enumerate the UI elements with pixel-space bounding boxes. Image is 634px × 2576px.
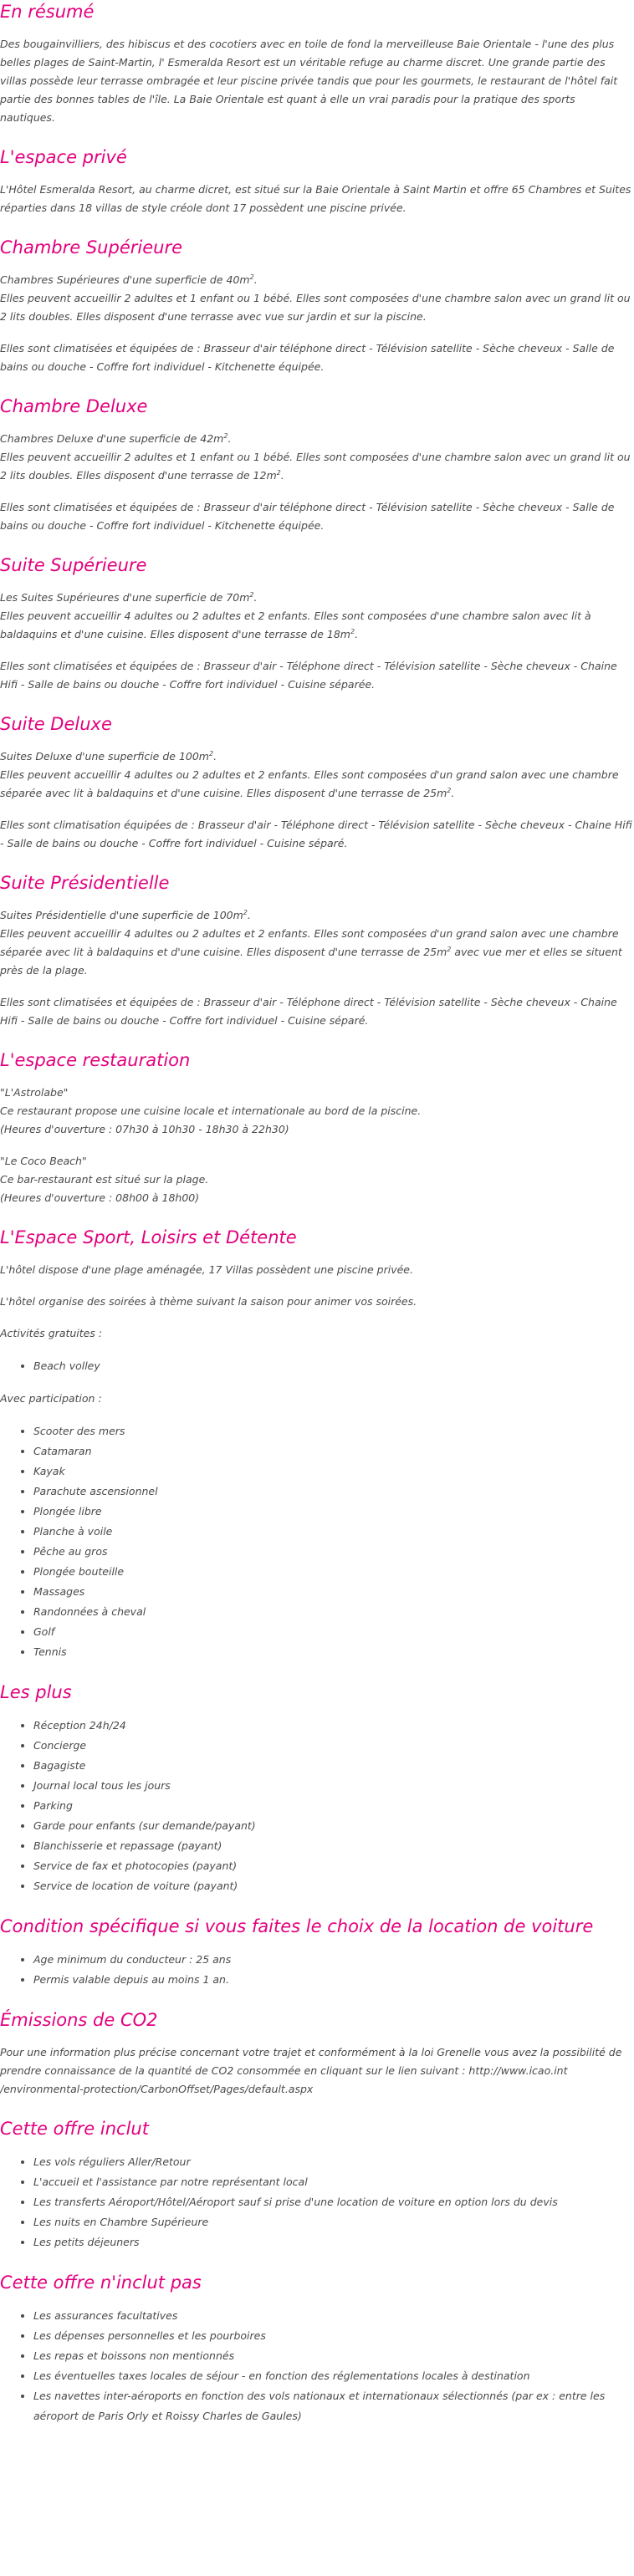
room-size: Les Suites Supérieures d'une superficie de $70m^2$. — [0, 590, 258, 604]
list-item: • Catamaran — [33, 1441, 632, 1461]
section-suite-superieure — [0, 553, 632, 694]
room-size: Chambres Deluxe d'une superficie de $42m^2$. — [0, 431, 232, 445]
paid-activities-list — [0, 1421, 632, 1662]
room-description — [0, 747, 632, 803]
room-description — [0, 906, 632, 980]
list-item: • Les dépenses personnelles et les pourboires — [33, 2326, 632, 2346]
room-equipment: Elles sont climatisées et équipées de : Brasseur d'air - Téléphone direct - Télévision satellite - Sèche cheveux - Chaine Hifi - Salle de bains ou douche - Coffre fort individuel - Cuisine séparé. — [0, 996, 617, 1027]
list-item: • Bagagiste — [33, 1756, 632, 1776]
list-item: • Plongée libre — [33, 1502, 632, 1522]
section-title: Suite Supérieure — [0, 555, 147, 575]
list-item: • Les repas et boissons non mentionnés — [33, 2346, 632, 2366]
section-restauration — [0, 1048, 632, 1207]
section-les-plus — [0, 1681, 632, 1896]
section-chambre-superieure — [0, 236, 632, 376]
list-item: • Tennis — [33, 1642, 632, 1662]
sport-text: L'hôtel dispose d'une plage aménagée, 17 Villas possèdent une piscine privée. — [0, 1263, 413, 1276]
list-item: • Parking — [33, 1796, 632, 1816]
free-activities-label: Activités gratuites : — [0, 1327, 103, 1339]
list-item: • Les vols réguliers Aller/Retour — [33, 2152, 632, 2172]
room-capacity: Elles peuvent accueillir 4 adultes ou 2 adultes et 2 enfants. Elles sont composées d'un grand salon avec une chambre séparée avec lit à baldaquins et d'une cuisine. Elles disposent d'une terrasse de $25m^2$. — [0, 768, 619, 799]
room-equipment: Elles sont climatisation équipées de : Brasseur d'air - Téléphone direct - Télévision satellite - Sèche cheveux - Chaine Hifi - Salle de bains ou douche - Coffre fort individuel - Cuisine séparé. — [0, 819, 632, 849]
section-espace-prive — [0, 145, 632, 217]
co2-text: Pour une information plus précise concernant votre trajet et conformément à la loi Grenelle vous avez la possibilité de prendre connaissance de la quantité de CO2 consommée en cliquant sur le lien suivant : http://www.icao.int /environmental-protection/CarbonOffset/Pages/default.aspx — [0, 2046, 622, 2095]
section-title: Condition spécifique si vous faites le choix de la location de voiture — [0, 1916, 594, 1936]
list-item: • Les nuits en Chambre Supérieure — [33, 2212, 632, 2232]
list-item: • Scooter des mers — [33, 1421, 632, 1441]
section-suite-deluxe — [0, 712, 632, 853]
section-title: L'espace privé — [0, 147, 127, 167]
list-item: • Les petits déjeuners — [33, 2232, 632, 2252]
list-item: • L'accueil et l'assistance par notre représentant local — [33, 2172, 632, 2192]
restaurant-description: Ce bar-restaurant est situé sur la plage. — [0, 1173, 209, 1186]
section-resume — [0, 0, 632, 127]
ninclut-list — [0, 2306, 632, 2426]
section-title: L'espace restauration — [0, 1050, 191, 1070]
list-item: • Journal local tous les jours — [33, 1776, 632, 1796]
section-chambre-deluxe — [0, 395, 632, 535]
section-title: Émissions de CO2 — [0, 2010, 158, 2030]
section-offre-ninclut — [0, 2271, 632, 2426]
list-item: • Service de location de voiture (payant) — [33, 1876, 632, 1896]
room-equipment: Elles sont climatisées et équipées de : Brasseur d'air téléphone direct - Télévision satellite - Sèche cheveux - Salle de bains ou douche - Coffre fort individuel - Kitchenette équipée. — [0, 501, 615, 532]
list-item: • Beach volley — [33, 1356, 632, 1376]
section-title: Chambre Deluxe — [0, 396, 148, 416]
room-description — [0, 589, 632, 644]
section-title: L'Espace Sport, Loisirs et Détente — [0, 1227, 297, 1247]
list-item: • Parachute ascensionnel — [33, 1482, 632, 1502]
list-item: • Pêche au gros — [33, 1542, 632, 1562]
room-description — [0, 271, 632, 326]
restaurant-name: "L'Astrolabe" — [0, 1086, 69, 1099]
room-equipment: Elles sont climatisées et équipées de : Brasseur d'air téléphone direct - Télévision satellite - Sèche cheveux - Salle de bains ou douche - Coffre fort individuel - Kitchenette équipée. — [0, 342, 615, 373]
restaurant-hours: (Heures d'ouverture : 07h30 à 10h30 - 18h30 à 22h30) — [0, 1123, 289, 1135]
list-item: • Les assurances facultatives — [33, 2306, 632, 2326]
inclut-list — [0, 2152, 632, 2252]
restaurant-coco-beach — [0, 1152, 632, 1207]
room-capacity: Elles peuvent accueillir 4 adultes ou 2 adultes et 2 enfants. Elles sont composées d'un grand salon avec une chambre séparée avec lit à baldaquins et d'une cuisine. Elles disposent d'une terrasse de $25m^2$ avec vue mer et elles se situent près de la plage. — [0, 927, 622, 977]
list-item: • Service de fax et photocopies (payant) — [33, 1856, 632, 1876]
section-title: Chambre Supérieure — [0, 237, 182, 258]
espace-prive-text: L'Hôtel Esmeralda Resort, au charme dicret, est situé sur la Baie Orientale à Saint Martin et offre 65 Chambres et Suites réparties dans 18 villas de style créole dont 17 possèdent une piscine privée. — [0, 183, 631, 214]
free-activities-list — [0, 1356, 632, 1376]
room-size: Chambres Supérieures d'une superficie de $40m^2$. — [0, 273, 258, 286]
location-conditions-list — [0, 1950, 632, 1990]
section-title: Cette offre n'inclut pas — [0, 2272, 202, 2293]
les-plus-list — [0, 1716, 632, 1896]
sport-text: L'hôtel organise des soirées à thème suivant la saison pour animer vos soirées. — [0, 1295, 417, 1308]
restaurant-description: Ce restaurant propose une cuisine locale et internationale au bord de la piscine. — [0, 1104, 422, 1117]
list-item: • Blanchisserie et repassage (payant) — [33, 1836, 632, 1856]
section-suite-presidentielle — [0, 871, 632, 1030]
section-offre-inclut — [0, 2117, 632, 2252]
list-item: • Planche à voile — [33, 1522, 632, 1542]
list-item: • Kayak — [33, 1461, 632, 1482]
list-item: • Réception 24h/24 — [33, 1716, 632, 1736]
section-title: Les plus — [0, 1682, 72, 1702]
section-co2 — [0, 2008, 632, 2099]
list-item: • Plongée bouteille — [33, 1562, 632, 1582]
room-capacity: Elles peuvent accueillir 2 adultes et 1 enfant ou 1 bébé. Elles sont composées d'une chambre salon avec un grand lit ou 2 lits doubles. Elles disposent d'une terrasse avec vue sur jardin et sur la piscine. — [0, 292, 631, 323]
paid-activities-label: Avec participation : — [0, 1392, 102, 1405]
list-item: • Massages — [33, 1582, 632, 1602]
section-title: Cette offre inclut — [0, 2119, 149, 2139]
list-item: • Les transferts Aéroport/Hôtel/Aéroport sauf si prise d'une location de voiture en option lors du devis — [33, 2192, 632, 2212]
restaurant-astrolabe — [0, 1084, 632, 1139]
list-item: • Age minimum du conducteur : 25 ans — [33, 1950, 632, 1970]
room-capacity: Elles peuvent accueillir 2 adultes et 1 enfant ou 1 bébé. Elles sont composées d'une chambre salon avec un grand lit ou 2 lits doubles. Elles disposent d'une terrasse de $12m^2$. — [0, 451, 631, 482]
room-equipment: Elles sont climatisées et équipées de : Brasseur d'air - Téléphone direct - Télévision satellite - Sèche cheveux - Chaine Hifi - Salle de bains ou douche - Coffre fort individuel - Cuisine séparée. — [0, 660, 617, 691]
section-title: En résumé — [0, 2, 95, 22]
section-title: Suite Deluxe — [0, 714, 112, 734]
section-sport — [0, 1226, 632, 1662]
room-description — [0, 430, 632, 485]
list-item: • Concierge — [33, 1736, 632, 1756]
room-size: Suites Présidentielle d'une superficie de $100m^2$. — [0, 908, 251, 921]
restaurant-name: "Le Coco Beach" — [0, 1155, 87, 1167]
room-capacity: Elles peuvent accueillir 4 adultes ou 2 adultes et 2 enfants. Elles sont composées d'une chambre salon avec lit à baldaquins et d'une cuisine. Elles disposent d'une terrasse de $18m^2$. — [0, 610, 591, 640]
section-title: Suite Présidentielle — [0, 873, 170, 893]
list-item: • Golf — [33, 1622, 632, 1642]
list-item: • Garde pour enfants (sur demande/payant) — [33, 1816, 632, 1836]
list-item: • Permis valable depuis au moins 1 an. — [33, 1970, 632, 1990]
list-item: • Les éventuelles taxes locales de séjour - en fonction des réglementations locales à destination — [33, 2366, 632, 2386]
restaurant-hours: (Heures d'ouverture : 08h00 à 18h00) — [0, 1191, 200, 1204]
list-item: • Les navettes inter-aéroports en fonction des vols nationaux et internationaux sélectionnés (par ex : entre les aéroport de Paris Orly et Roissy Charles de Gaules) — [33, 2386, 632, 2426]
section-location-voiture — [0, 1915, 632, 1990]
list-item: • Randonnées à cheval — [33, 1602, 632, 1622]
room-size: Suites Deluxe d'une superficie de $100m^2$. — [0, 749, 217, 763]
resume-text: Des bougainvilliers, des hibiscus et des cocotiers avec en toile de fond la merveilleuse Baie Orientale - l'une des plus belles plages de Saint-Martin, l' Esmeralda Resort est un véritable refuge au charme discret. Une grande partie des villas possède leur terrasse ombragée et leur piscine privée tandis que pour les gourmets, le restaurant de l'hôtel fait partie des bonnes tables de l'île. La Baie Orientale est quant à elle un vrai paradis pour la pratique des sports nautiques. — [0, 38, 618, 124]
